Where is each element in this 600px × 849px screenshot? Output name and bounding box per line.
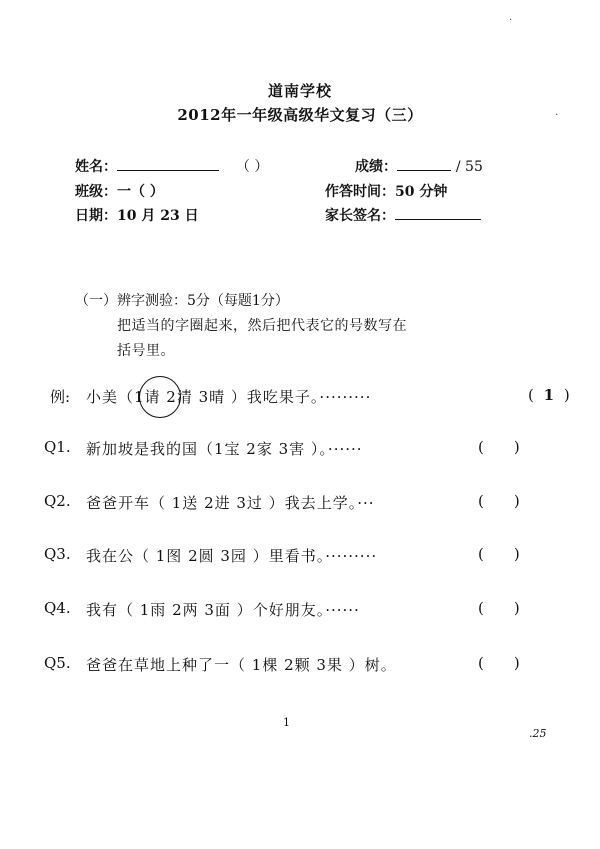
worksheet-title: 2012年一年级高级华文复习（三） xyxy=(177,106,423,124)
answer-box[interactable]: ( ) xyxy=(478,438,520,456)
example-row xyxy=(50,386,570,408)
time-row xyxy=(325,181,447,201)
name-field[interactable] xyxy=(117,156,219,171)
name-paren: （ ） xyxy=(235,159,269,175)
section-instruction-2: 括号里。 xyxy=(117,343,175,359)
question-label: Q5. xyxy=(44,654,71,672)
example-text: 小美（1请 2清 3晴 ）我吃果子。········· xyxy=(86,388,372,406)
example-answer: 1 xyxy=(543,386,555,404)
question-text: 爸爸开车（ 1送 2进 3过 ）我去上学。··· xyxy=(86,494,375,512)
score-field[interactable] xyxy=(397,156,451,171)
question-text: 我在公（ 1图 2圆 3园 ）里看书。········· xyxy=(86,547,378,565)
score-row xyxy=(355,156,483,176)
example-label: 例: xyxy=(50,388,71,406)
question-row-q3 xyxy=(44,545,550,567)
class-value: 一（ ） xyxy=(117,184,164,200)
section-title: （一）辨字测验：5分（每题1分） xyxy=(75,293,289,309)
question-label: Q3. xyxy=(44,545,71,563)
name-row xyxy=(75,156,268,176)
class-label: 班级： xyxy=(75,184,117,200)
question-text: 我有（ 1雨 2两 3面 ）个好朋友。······ xyxy=(86,601,360,619)
question-row-q5 xyxy=(44,654,550,676)
answer-box[interactable]: ( ) xyxy=(478,654,520,672)
question-text: 爸爸在草地上种了一（ 1棵 2颗 3果 ）树。 xyxy=(86,656,397,674)
school-name: 道南学校 xyxy=(267,82,332,100)
scan-dot-right: · xyxy=(555,110,559,121)
section-instruction-1: 把适当的字圈起来，然后把代表它的号数写在 xyxy=(117,318,407,334)
question-label: Q1. xyxy=(44,438,71,456)
answer-box[interactable]: ( ) xyxy=(478,599,520,617)
answer-box[interactable]: ( ) xyxy=(478,545,520,563)
scan-dot-top: · xyxy=(509,15,513,26)
question-row-q2 xyxy=(44,492,550,514)
score-label: 成绩： xyxy=(355,159,397,175)
question-label: Q4. xyxy=(44,599,71,617)
date-row xyxy=(75,205,199,225)
sign-row xyxy=(325,205,481,225)
example-answer-box: ( 1 ) xyxy=(528,386,570,404)
sign-label: 家长签名： xyxy=(325,208,395,224)
example-answer-circle xyxy=(139,376,181,418)
time-value: 50 分钟 xyxy=(395,184,448,200)
page-number: 1 xyxy=(283,716,290,729)
name-label: 姓名： xyxy=(75,159,117,175)
corner-mark: .25 xyxy=(529,727,547,740)
sign-field[interactable] xyxy=(395,205,481,220)
question-label: Q2. xyxy=(44,492,71,510)
question-row-q1 xyxy=(44,438,550,460)
score-total: / 55 xyxy=(455,159,483,175)
class-row xyxy=(75,181,164,201)
question-row-q4 xyxy=(44,599,550,621)
date-value: 10 月 23 日 xyxy=(117,208,199,224)
question-text: 新加坡是我的国（1宝 2家 3害 ）。······ xyxy=(86,440,363,458)
answer-box[interactable]: ( ) xyxy=(478,492,520,510)
date-label: 日期： xyxy=(75,208,117,224)
time-label: 作答时间： xyxy=(325,184,395,200)
